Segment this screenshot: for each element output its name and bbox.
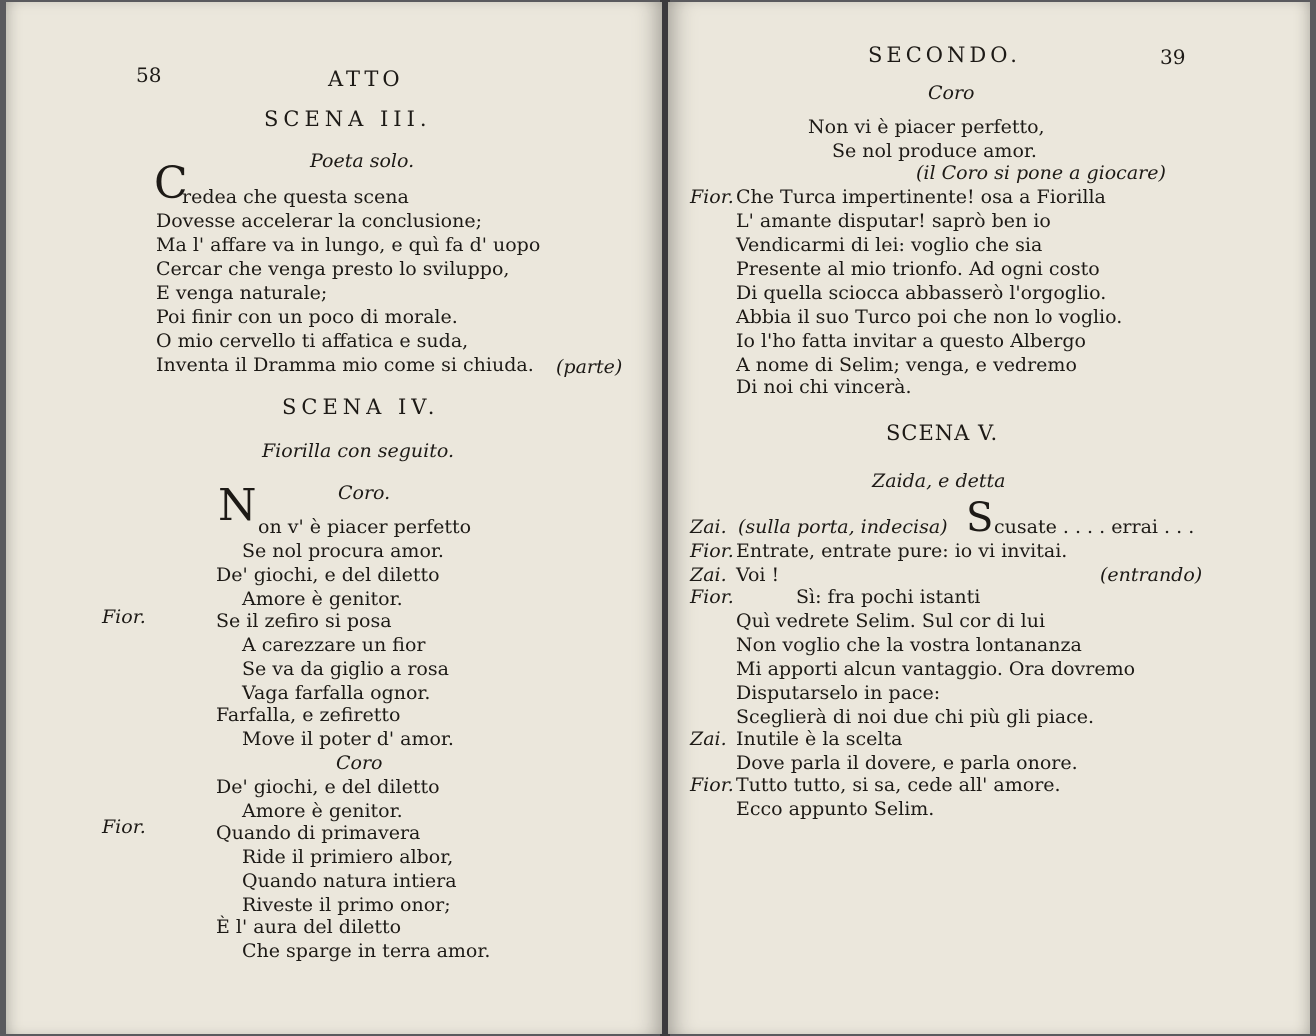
verse-line: Move il poter d' amor. xyxy=(242,728,454,750)
verse-line: Ride il primiero albor, xyxy=(242,846,454,868)
verse-line: Riveste il primo onor; xyxy=(242,894,451,916)
verse-line: redea che questa scena xyxy=(182,186,409,208)
scene-4-heading: SCENA IV. xyxy=(282,395,440,419)
verse-line: Ecco appunto Selim. xyxy=(736,798,935,820)
right-page xyxy=(668,2,1310,1034)
verse-line: Io l'ho fatta invitar a questo Albergo xyxy=(736,330,1086,352)
verse-line: Dove parla il dovere, e parla onore. xyxy=(736,752,1078,774)
verse-line: L' amante disputar! saprò ben io xyxy=(736,210,1051,232)
verse-line: Amore è genitor. xyxy=(242,588,403,610)
verse-line: Quando natura intiera xyxy=(242,870,457,892)
scene-3-heading: SCENA III. xyxy=(264,107,432,131)
stage-direction: (sulla porta, indecisa) xyxy=(738,516,948,538)
speaker-label: Zai. xyxy=(690,564,727,586)
verse-line: Disputarselo in pace: xyxy=(736,682,941,704)
verse-line: È l' aura del diletto xyxy=(216,916,402,938)
verse-line: Cercar che venga presto lo sviluppo, xyxy=(156,258,510,280)
verse-line: Quando di primavera xyxy=(216,822,421,844)
speaker-label: Fior. xyxy=(690,186,734,208)
verse-line: Tutto tutto, si sa, cede all' amore. xyxy=(736,774,1061,796)
verse-line: Ma l' affare va in lungo, e quì fa d' uopo xyxy=(156,234,541,256)
verse-line: Farfalla, e zefiretto xyxy=(216,704,401,726)
verse-line: Se nol procura amor. xyxy=(242,540,444,562)
coro-label: Coro. xyxy=(338,482,391,504)
stage-direction: (entrando) xyxy=(1100,564,1203,586)
verse-line: A carezzare un fior xyxy=(242,634,426,656)
page-number-left: 58 xyxy=(136,63,162,87)
verse-line: Quì vedrete Selim. Sul cor di lui xyxy=(736,610,1046,632)
speaker-label: Zai. xyxy=(690,516,727,538)
scene-4-direction: Fiorilla con seguito. xyxy=(262,440,454,462)
verse-line: Inventa il Dramma mio come si chiuda. xyxy=(156,354,534,376)
verse-line: Vendicarmi di lei: voglio che sia xyxy=(736,234,1043,256)
verse-line: Se il zefiro si posa xyxy=(216,610,392,632)
verse-line: Se va da giglio a rosa xyxy=(242,658,449,680)
speaker-label: Fior. xyxy=(102,606,146,628)
scene-5-direction: Zaida, e detta xyxy=(872,470,1006,492)
coro-label: Coro xyxy=(336,752,383,774)
verse-line: Poi finir con un poco di morale. xyxy=(156,306,458,328)
verse-line: Inutile è la scelta xyxy=(736,728,903,750)
verse-line: Sì: fra pochi istanti xyxy=(796,586,981,608)
verse-line: Voi ! xyxy=(736,564,780,586)
scene-5-heading: SCENA V. xyxy=(886,421,999,445)
speaker-label: Fior. xyxy=(690,774,734,796)
verse-line: E venga naturale; xyxy=(156,282,328,304)
verse-line: Entrate, entrate pure: io vi invitai. xyxy=(736,540,1068,562)
verse-line: A nome di Selim; venga, e vedremo xyxy=(736,354,1077,376)
verse-line: Non vi è piacer perfetto, xyxy=(808,116,1045,138)
verse-line: Che sparge in terra amor. xyxy=(242,940,491,962)
stage-direction: (il Coro si pone a giocare) xyxy=(916,162,1166,184)
scene-3-drop-cap: C xyxy=(154,158,188,209)
scene-3-direction: Poeta solo. xyxy=(310,150,415,172)
verse-line: on v' è piacer perfetto xyxy=(258,516,472,538)
verse-line: Non voglio che la vostra lontananza xyxy=(736,634,1082,656)
verse-line: cusate . . . . errai . . . xyxy=(994,516,1195,538)
stage-direction-parte: (parte) xyxy=(556,356,623,378)
verse-line: De' giochi, e del diletto xyxy=(216,564,440,586)
running-head-right: SECONDO. xyxy=(868,43,1021,67)
verse-line: Di noi chi vincerà. xyxy=(736,376,912,398)
verse-line: Vaga farfalla ognor. xyxy=(242,682,431,704)
verse-line: De' giochi, e del diletto xyxy=(216,776,440,798)
speaker-label: Fior. xyxy=(102,816,146,838)
speaker-label: Zai. xyxy=(690,728,727,750)
verse-line: Abbia il suo Turco poi che non lo voglio. xyxy=(736,306,1123,328)
verse-line: Sceglierà di noi due chi più gli piace. xyxy=(736,706,1095,728)
verse-line: O mio cervello ti affatica e suda, xyxy=(156,330,469,352)
speaker-label: Fior. xyxy=(690,586,734,608)
left-page xyxy=(6,2,662,1034)
running-head-left: ATTO xyxy=(328,67,404,91)
verse-line: Che Turca impertinente! osa a Fiorilla xyxy=(736,186,1106,208)
speaker-label: Fior. xyxy=(690,540,734,562)
scene-4-drop-cap: N xyxy=(218,480,257,531)
page-number-right: 39 xyxy=(1160,45,1186,69)
verse-line: Amore è genitor. xyxy=(242,800,403,822)
verse-line: Mi apporti alcun vantaggio. Ora dovremo xyxy=(736,658,1136,680)
verse-line: Dovesse accelerar la conclusione; xyxy=(156,210,483,232)
coro-label: Coro xyxy=(928,82,975,104)
verse-line: Di quella sciocca abbasserò l'orgoglio. xyxy=(736,282,1107,304)
verse-line: Presente al mio trionfo. Ad ogni costo xyxy=(736,258,1100,280)
scene-5-drop-cap: S xyxy=(966,495,994,541)
verse-line: Se nol produce amor. xyxy=(832,140,1037,162)
